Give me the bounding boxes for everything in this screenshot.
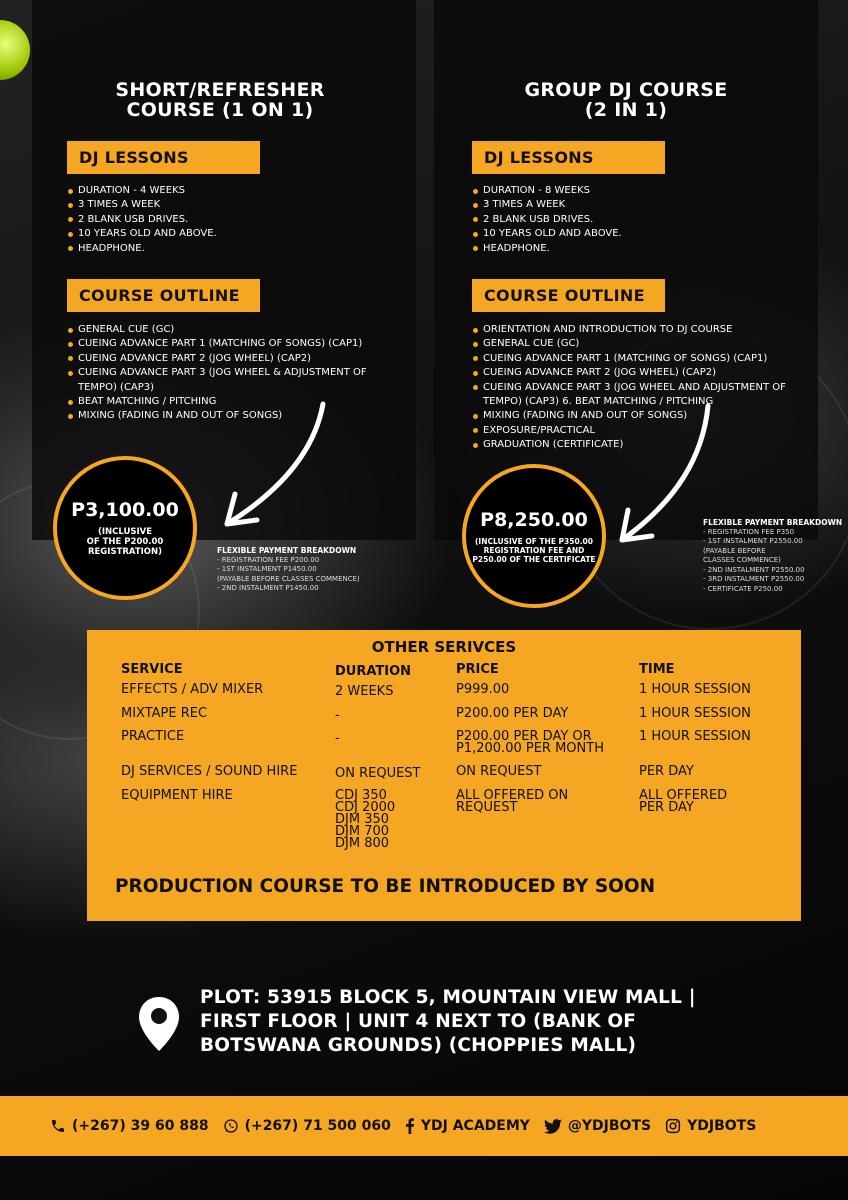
short-course-price-badge — [53, 456, 197, 600]
footer-instagram[interactable] — [665, 1118, 756, 1134]
footer-twitter[interactable] — [544, 1118, 651, 1134]
location-pin-icon — [137, 995, 181, 1053]
price-note-line: OF THE P200.00 — [86, 537, 164, 547]
service-cell-line: CDJ 2000 — [335, 800, 396, 815]
price-note-line: (INCLUSIVE OF THE P350.00 — [474, 536, 593, 546]
academy-address: PLOT: 53915 BLOCK 5, MOUNTAIN VIEW MALL | FIRST FLOOR | UNIT 4 NEXT TO (BANK OF BOTSWANA GROUNDS) (CHOPPIES MALL) — [200, 987, 696, 1056]
footer-phone-text: (+267) 39 60 888 — [72, 1118, 209, 1134]
service-service-cell — [121, 790, 233, 802]
hand-drawn-arrow-icon — [205, 398, 335, 538]
short-lessons-list — [67, 184, 407, 256]
contact-footer — [0, 1096, 848, 1156]
service-duration-cell — [335, 790, 395, 850]
service-price-cell — [456, 684, 509, 696]
short-outline-item: CUEING ADVANCE PART 1 (MATCHING OF SONGS) (CAP1) — [67, 337, 377, 351]
service-time-cell — [639, 731, 751, 743]
group-course-title — [466, 80, 786, 120]
group-payment-breakdown — [703, 518, 843, 594]
service-cell-line: P999.00 — [456, 682, 510, 697]
footer-whatsapp[interactable] — [223, 1118, 391, 1134]
short-lesson-item: 2 BLANK USB DRIVES. — [67, 213, 407, 227]
service-cell-line: ALL OFFERED — [639, 788, 728, 803]
service-cell-line: - — [335, 731, 340, 746]
price-note-line: REGISTRATION) — [87, 547, 163, 557]
other-services-section — [87, 630, 801, 921]
service-duration-cell — [335, 686, 393, 698]
service-price-cell — [456, 766, 542, 778]
payment-line: - 2ND INSTALMENT P2550.00 — [703, 565, 805, 574]
service-cell-line: 2 WEEKS — [335, 684, 394, 699]
group-course-price: P8,250.00 — [480, 508, 588, 531]
service-cell-line: P200.00 PER DAY OR — [456, 729, 592, 744]
hand-drawn-arrow-icon — [608, 400, 718, 550]
service-service-cell — [121, 684, 263, 696]
payment-line: - 3RD INSTALMENT P2550.00 — [703, 575, 805, 583]
service-cell-line: PER DAY — [639, 800, 694, 815]
short-outline-label: COURSE OUTLINE — [67, 279, 260, 312]
price-note-line: P250.00 OF THE CERTIFICATE — [472, 554, 596, 564]
short-outline-item: MIXING (FADING IN AND OUT OF SONGS) — [67, 409, 377, 423]
facebook-icon — [405, 1118, 415, 1134]
payment-line: - REGISTRATION FEE P200.00 — [217, 555, 320, 564]
service-cell-line: DJM 800 — [335, 836, 390, 851]
short-course-price-note — [87, 527, 164, 557]
short-outline-item: GENERAL CUE (GC) — [67, 323, 377, 337]
footer-whatsapp-text: (+267) 71 500 060 — [244, 1118, 391, 1134]
service-cell-line: PER DAY — [639, 764, 694, 779]
price-note-line: (INCLUSIVE — [97, 527, 153, 537]
service-cell-line: ON REQUEST — [335, 766, 421, 781]
short-course-title-line1: SHORT/REFRESHER — [115, 79, 325, 101]
services-header-duration: DURATION — [335, 664, 412, 679]
service-service-cell — [121, 731, 184, 743]
service-cell-line: 1 HOUR SESSION — [639, 682, 751, 697]
service-cell-line: DJM 700 — [335, 824, 390, 839]
service-cell-line: EQUIPMENT HIRE — [121, 788, 233, 803]
twitter-icon — [544, 1119, 562, 1134]
service-service-cell — [121, 708, 207, 720]
short-outline-item: CUEING ADVANCE PART 3 (JOG WHEEL & ADJUSTMENT OF TEMPO) (CAP3) — [67, 366, 377, 395]
whatsapp-icon — [223, 1118, 239, 1134]
service-cell-line: P1,200.00 PER MONTH — [456, 741, 604, 756]
short-lesson-item: 3 TIMES A WEEK — [67, 198, 407, 212]
footer-phone[interactable] — [50, 1118, 209, 1134]
payment-line: - CERTIFICATE P250.00 — [703, 584, 783, 593]
short-payment-title: FLEXIBLE PAYMENT BREAKDOWN — [217, 546, 357, 555]
group-outline-item: EXPOSURE/PRACTICAL — [472, 424, 792, 438]
production-course-note: PRODUCTION COURSE TO BE INTRODUCED BY SOON — [115, 876, 656, 897]
short-payment-lines — [217, 556, 417, 594]
short-course-title-line2: COURSE (1 ON 1) — [126, 99, 314, 121]
service-cell-line: PRACTICE — [121, 729, 185, 744]
short-outline-item: BEAT MATCHING / PITCHING — [67, 395, 377, 409]
service-cell-line: - — [335, 708, 340, 723]
payment-line: - 1ST INSTALMENT P1450.00 — [217, 565, 317, 573]
group-course-price-note — [472, 537, 595, 564]
group-lessons-label: DJ LESSONS — [472, 141, 665, 174]
phone-icon — [50, 1118, 66, 1134]
group-payment-lines — [703, 528, 843, 595]
service-cell-line: 1 HOUR SESSION — [639, 706, 751, 721]
group-outline-item: CUEING ADVANCE PART 2 (JOG WHEEL) (CAP2) — [472, 366, 792, 380]
payment-line: - 2ND INSTALMENT P1450.00 — [217, 584, 319, 592]
group-lesson-item: 3 TIMES A WEEK — [472, 198, 802, 212]
service-time-cell — [639, 708, 751, 720]
short-lessons-label: DJ LESSONS — [67, 141, 260, 174]
group-lesson-item: 10 YEARS OLD AND ABOVE. — [472, 227, 802, 241]
group-lesson-item: HEADPHONE. — [472, 242, 802, 256]
service-price-cell — [456, 708, 568, 720]
service-price-cell — [456, 731, 604, 755]
group-outline-item: CUEING ADVANCE PART 1 (MATCHING OF SONGS) (CAP1) — [472, 352, 792, 366]
footer-facebook[interactable] — [405, 1118, 530, 1134]
short-outline-item: CUEING ADVANCE PART 2 (JOG WHEEL) (CAP2) — [67, 352, 377, 366]
payment-line: (PAYABLE BEFORE — [703, 546, 766, 555]
short-course-price: P3,100.00 — [71, 499, 179, 521]
service-cell-line: DJ SERVICES / SOUND HIRE — [121, 764, 298, 779]
service-duration-cell — [335, 710, 340, 722]
services-header-service: SERVICE — [121, 662, 183, 677]
service-cell-line: REQUEST — [456, 800, 518, 815]
services-header-price: PRICE — [456, 662, 499, 677]
group-outline-item: MIXING (FADING IN AND OUT OF SONGS) — [472, 409, 792, 423]
footer-instagram-text: YDJBOTS — [687, 1118, 757, 1134]
service-time-cell — [639, 684, 751, 696]
group-outline-item: GENERAL CUE (GC) — [472, 337, 792, 351]
service-service-cell — [121, 766, 297, 778]
service-cell-line: EFFECTS / ADV MIXER — [121, 682, 264, 697]
group-lesson-item: DURATION - 8 WEEKS — [472, 184, 802, 198]
group-course-title-line1: GROUP DJ COURSE — [524, 79, 728, 101]
service-price-cell — [456, 790, 568, 814]
short-lesson-item: DURATION - 4 WEEKS — [67, 184, 407, 198]
service-time-cell — [639, 790, 727, 814]
service-duration-cell — [335, 733, 340, 745]
group-course-title-line2: (2 IN 1) — [584, 99, 668, 121]
group-outline-item: ORIENTATION AND INTRODUCTION TO DJ COURSE — [472, 323, 792, 337]
service-cell-line: ON REQUEST — [456, 764, 542, 779]
short-payment-breakdown — [217, 546, 417, 594]
short-lesson-item: 10 YEARS OLD AND ABOVE. — [67, 227, 407, 241]
payment-line: (PAYABLE BEFORE CLASSES COMMENCE) — [217, 574, 360, 583]
service-cell-line: CDJ 350 — [335, 788, 387, 803]
group-outline-item: CUEING ADVANCE PART 3 (JOG WHEEL AND ADJUSTMENT OF TEMPO) (CAP3) 6. BEAT MATCHING / PITCHING — [472, 381, 792, 410]
footer-facebook-text: YDJ ACADEMY — [420, 1118, 530, 1134]
payment-line: CLASSES COMMENCE) — [703, 556, 781, 564]
footer-twitter-text: @YDJBOTS — [567, 1118, 652, 1134]
instagram-icon — [665, 1118, 681, 1134]
service-cell-line: ALL OFFERED ON — [456, 788, 569, 803]
payment-line: - 1ST INSTALMENT P2550.00 — [703, 537, 803, 545]
mixer-knob-decoration — [0, 20, 30, 80]
service-cell-line: MIXTAPE REC — [121, 706, 208, 721]
group-lessons-list — [472, 184, 802, 256]
payment-line: - REGISTRATION FEE P350 — [703, 527, 795, 536]
service-cell-line: P200.00 PER DAY — [456, 706, 569, 721]
service-cell-line: DJM 350 — [335, 812, 390, 827]
short-lesson-item: HEADPHONE. — [67, 242, 407, 256]
group-outline-item: GRADUATION (CERTIFICATE) — [472, 438, 792, 452]
service-cell-line: 1 HOUR SESSION — [639, 729, 751, 744]
group-payment-title: FLEXIBLE PAYMENT BREAKDOWN — [703, 518, 843, 527]
service-duration-cell — [335, 768, 421, 780]
service-time-cell — [639, 766, 694, 778]
group-outline-label: COURSE OUTLINE — [472, 279, 665, 312]
services-title: OTHER SERIVCES — [371, 638, 517, 656]
group-lesson-item: 2 BLANK USB DRIVES. — [472, 213, 802, 227]
group-course-price-badge — [462, 464, 606, 608]
price-note-line: REGISTRATION FEE AND — [483, 545, 585, 555]
services-header-time: TIME — [639, 662, 675, 677]
short-course-title — [60, 80, 380, 120]
